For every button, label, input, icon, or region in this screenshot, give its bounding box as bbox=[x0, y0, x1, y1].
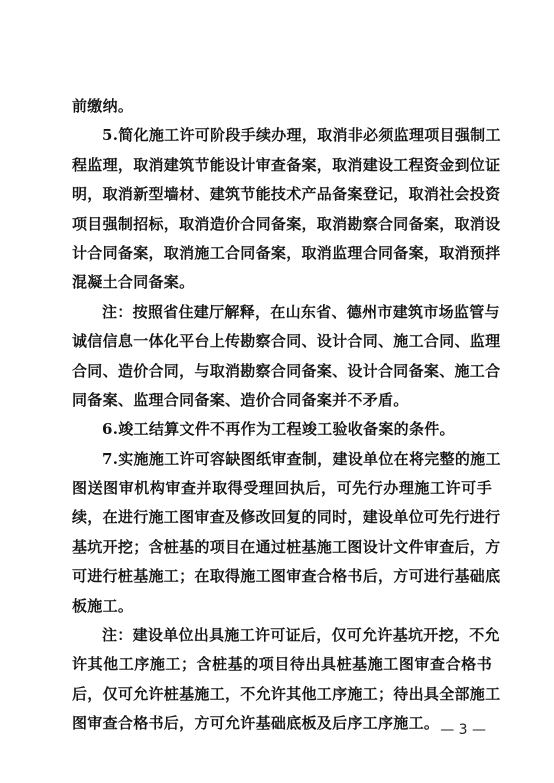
text-line: 可进行桩基施工；在取得施工图审查合格书后，方可进行基础底 bbox=[72, 567, 501, 586]
text-line: 后，仅可允许桩基施工，不允许其他工序施工；待出具全部施工 bbox=[72, 684, 501, 703]
text-line: 前缴纳。 bbox=[72, 97, 134, 115]
text-line: 许其他工序施工；含桩基的项目待出具桩基施工图审查合格书 bbox=[72, 655, 492, 674]
text-line: 续，在进行施工图审查及修改回复的同时，建设单位可先行进行 bbox=[72, 508, 501, 527]
text-line: 板施工。 bbox=[72, 596, 134, 615]
paragraph bbox=[72, 621, 501, 739]
paragraph bbox=[72, 445, 501, 621]
document-body bbox=[72, 92, 501, 739]
text-line: 明，取消新型墙材、建筑节能技术产品备案登记，取消社会投资 bbox=[72, 185, 501, 204]
text-line: 诚信信息一体化平台上传勘察合同、设计合同、施工合同、监理 bbox=[72, 332, 501, 351]
text-line: 混凝土合同备案。 bbox=[72, 273, 195, 292]
text-line: 基坑开挖；含桩基的项目在通过桩基施工图设计文件审查后，方 bbox=[72, 537, 501, 556]
text-line: 合同、造价合同，与取消勘察合同备案、设计合同备案、施工合 bbox=[72, 361, 501, 380]
text-line: 项目强制招标，取消造价合同备案，取消勘察合同备案，取消设 bbox=[72, 214, 501, 233]
text-line: 5.简化施工许可阶段手续办理，取消非必须监理项目强制工 bbox=[102, 126, 501, 145]
text-line: 同备案、监理合同备案、造价合同备案并不矛盾。 bbox=[72, 390, 409, 409]
text-line: 计合同备案，取消施工合同备案，取消监理合同备案，取消预拌 bbox=[72, 243, 501, 262]
text-line: 图审查合格书后，方可允许基础底板及后序工序施工。 bbox=[72, 714, 440, 733]
paragraph bbox=[72, 121, 501, 297]
text-line: 注：建设单位出具施工许可证后，仅可允许基坑开挖，不允 bbox=[102, 626, 500, 645]
text-line: 6.竣工结算文件不再作为工程竣工验收备案的条件。 bbox=[102, 420, 455, 439]
paragraph bbox=[72, 92, 492, 121]
text-line: 7.实施施工许可容缺图纸审查制，建设单位在将完整的施工 bbox=[102, 449, 501, 468]
paragraph bbox=[72, 415, 492, 444]
paragraph bbox=[72, 298, 501, 416]
text-line: 注：按照省住建厅解释，在山东省、德州市建筑市场监管与 bbox=[102, 302, 500, 321]
text-line: 图送图审机构审查并取得受理回执后，可先行办理施工许可手 bbox=[72, 479, 492, 498]
page-number: — 3 — bbox=[440, 722, 486, 738]
text-line: 程监理，取消建筑节能设计审查备案，取消建设工程资金到位证 bbox=[72, 155, 501, 174]
